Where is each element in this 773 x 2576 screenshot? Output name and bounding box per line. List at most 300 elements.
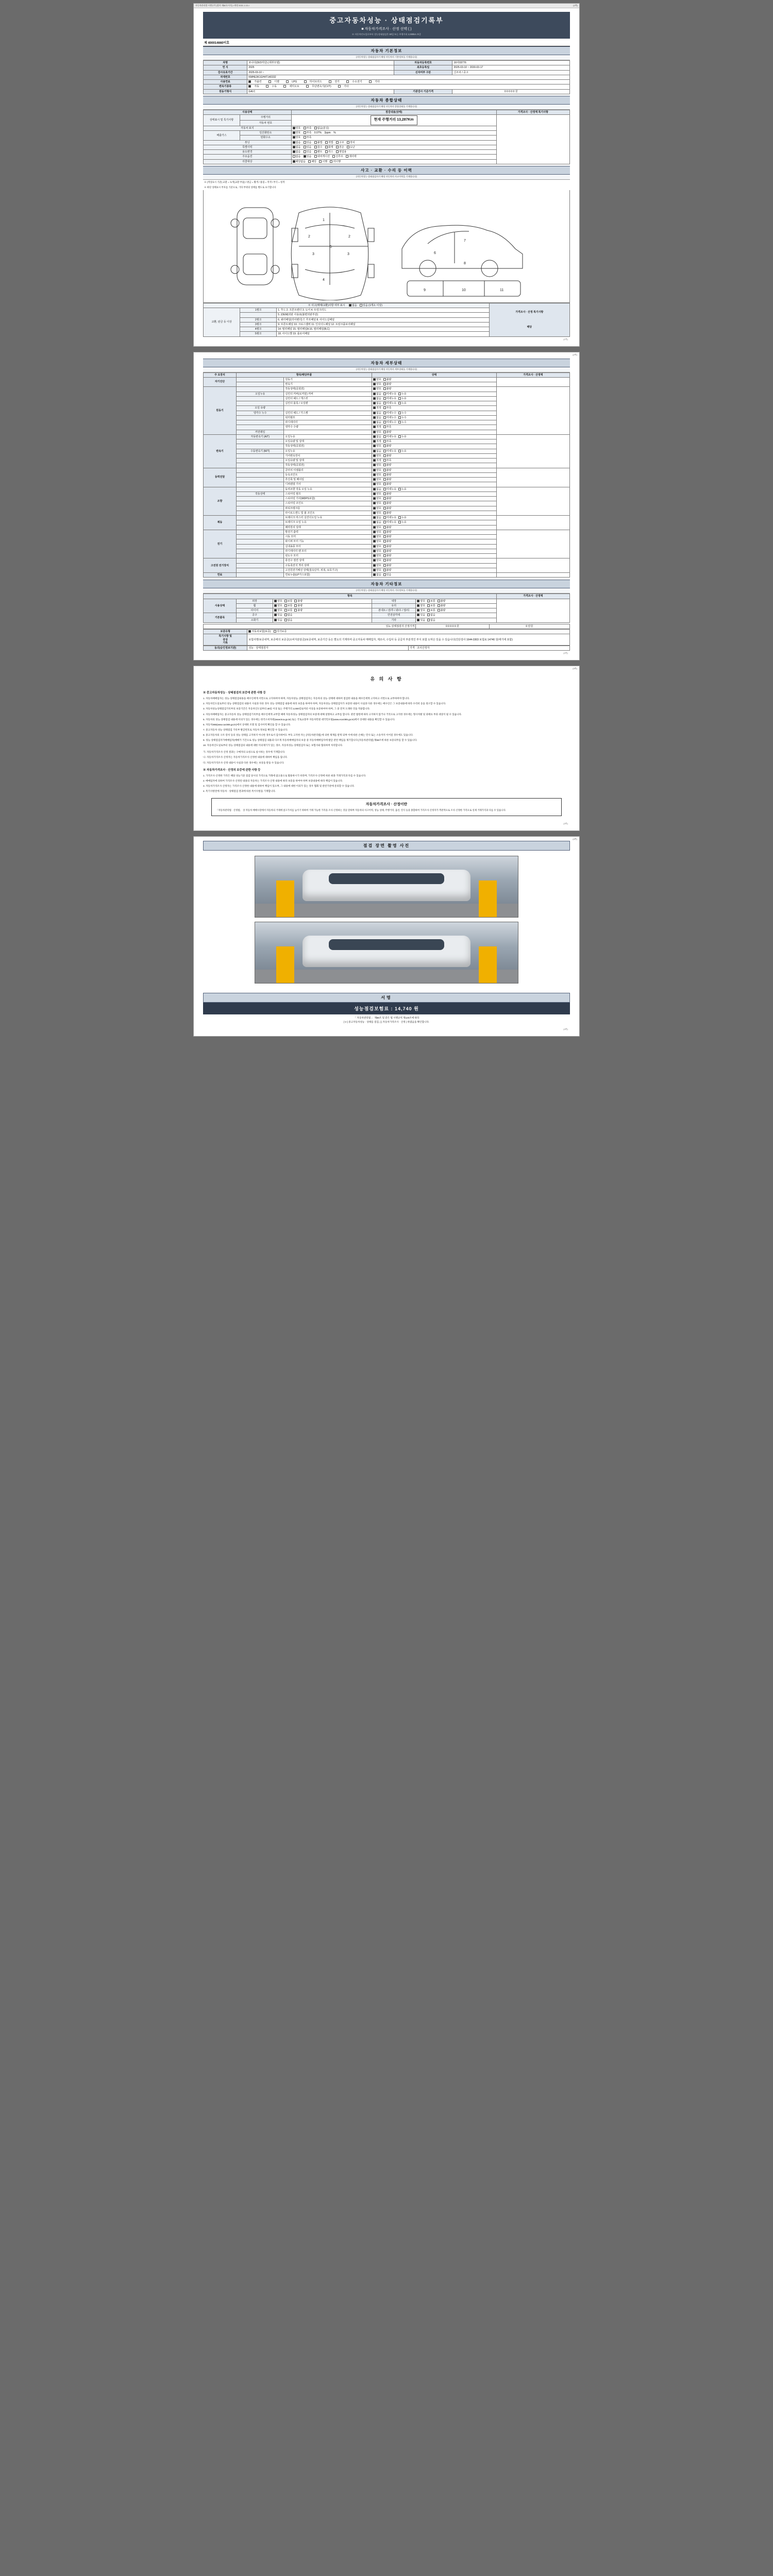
detail-opt-0[interactable]: 양호: [373, 540, 381, 543]
detail-state: [372, 382, 497, 387]
sig-performance: 성능 · 상태점검자: [247, 646, 409, 651]
svg-text:3: 3: [312, 252, 314, 256]
detail-opt-1[interactable]: 불량: [383, 531, 392, 534]
inspection-photo-1: [255, 856, 518, 918]
checkbox-icon: [373, 564, 376, 567]
detail-opt-0[interactable]: 양호: [373, 483, 381, 486]
detail-opt-2[interactable]: 누수: [398, 416, 407, 419]
checkbox-icon: [373, 550, 376, 552]
checkbox-icon: [427, 609, 430, 612]
other-opt-l-1[interactable]: 보통: [284, 609, 293, 612]
detail-opt-0[interactable]: 양호: [373, 445, 381, 448]
other-item-left: 타이어: [236, 608, 273, 613]
checkbox-icon: [383, 459, 386, 462]
detail-opt-1[interactable]: 불량: [383, 559, 392, 562]
other-opt-r-0[interactable]: 양호: [417, 600, 425, 603]
detail-item: 등속조인트: [284, 472, 372, 477]
detail-opt-1[interactable]: 불량: [383, 464, 392, 467]
detail-state: [372, 396, 497, 401]
other-opt-l-2[interactable]: 불량: [294, 600, 303, 603]
detail-status-table: [203, 372, 570, 578]
other-opt-l-0[interactable]: 양호: [274, 609, 282, 612]
detail-opt-1[interactable]: 불량: [383, 540, 392, 543]
accident-yes[interactable]: 있음 (1개소 이상): [360, 304, 382, 307]
detail-opt-0[interactable]: 적정: [373, 440, 381, 443]
detail-opt-1[interactable]: 불량: [383, 526, 392, 529]
detail-table-body: [204, 377, 570, 578]
other-opt-r-2[interactable]: 불량: [438, 604, 446, 607]
other-opt-r-0[interactable]: 있음: [417, 614, 425, 617]
detail-state: [372, 463, 497, 468]
document-title-block: [203, 12, 570, 39]
detail-price-note: [496, 387, 569, 435]
checkbox-icon: [383, 412, 386, 414]
page-number-1: (1쪽): [573, 4, 578, 7]
tx-auto[interactable]: 자동: [248, 85, 262, 88]
checkbox-icon: [383, 378, 386, 381]
fuel-hydrogen[interactable]: 수소전기: [346, 80, 365, 83]
table-row: [204, 558, 570, 563]
detail-opt-0[interactable]: 적정: [373, 426, 381, 429]
detail-opt-0[interactable]: 양호: [373, 497, 381, 500]
usage-rent[interactable]: 렌트: [314, 150, 323, 154]
special-yes[interactable]: 있음: [304, 146, 312, 149]
detail-opt-2[interactable]: 누유: [398, 435, 407, 438]
fuel-hybrid[interactable]: 하이브리드: [304, 80, 325, 83]
other-opt-r-1[interactable]: 보통: [427, 600, 435, 603]
section-other-title: 자동차 기타정보: [203, 580, 570, 588]
section-accident-title: 사고 · 교환 · 수리 등 이력: [203, 166, 570, 175]
other-opt-l-1[interactable]: 없음: [284, 614, 293, 617]
detail-item: 작동상태(공회전): [284, 444, 372, 449]
tuning-structure[interactable]: 구조: [336, 141, 344, 144]
serial-number: 제 400014660이호: [203, 39, 570, 46]
value-vin: KMHE3K1GH4T140332: [247, 75, 570, 79]
detail-opt-0[interactable]: 양호: [373, 493, 381, 496]
detail-opt-2[interactable]: 누유: [398, 516, 407, 519]
detail-opt-0[interactable]: 적정: [373, 459, 381, 462]
value-inspect-valid: 2025-03-10 ~: [247, 70, 394, 75]
detail-opt-0[interactable]: 양호: [373, 464, 381, 467]
other-opt-r-0[interactable]: 있음: [417, 619, 425, 622]
checkbox-icon: [373, 488, 376, 490]
legal-note-1: 「 자동차관리법 」 제58조 및 같은 법 시행규칙 제120조에 따라: [354, 1016, 419, 1019]
row-hc-opts: [291, 135, 496, 140]
detail-opt-0[interactable]: 양호: [373, 502, 381, 505]
detail-opt-0[interactable]: 양호: [373, 454, 381, 457]
detail-opt-0[interactable]: 양호: [373, 564, 381, 567]
detail-opt-1[interactable]: 미세누유: [383, 516, 396, 519]
page-1: [193, 3, 580, 347]
option-none[interactable]: 없음: [293, 155, 301, 158]
detail-part: [236, 415, 283, 420]
detail-state: [372, 453, 497, 458]
detail-opt-1[interactable]: 불량: [383, 473, 392, 477]
fuel-diesel[interactable]: 디젤: [268, 80, 282, 83]
detail-part: [236, 568, 283, 572]
notice-sub-2: ※ 자동차가격조사 · 산정의 보증에 관한 사항 등: [203, 768, 261, 772]
col-price-notes: 가격조사 · 산정액 특기사항: [496, 110, 569, 114]
table-header-row: [204, 594, 570, 599]
marking-good[interactable]: 양호: [293, 127, 301, 130]
notice-item: 3. 자동차성능상태점검기록부의 보증기간은 자동차인도일부터 30일 이상 또는 주행거리 2,000킬로미터 이상을 보증하여야 하며, 그 중 먼저 도래한 것을 적용합니다.: [203, 707, 371, 710]
detail-opt-0[interactable]: 없음: [373, 416, 381, 419]
signature-bar: 서명: [203, 993, 570, 1003]
fuel-gasoline[interactable]: 가솔린: [248, 80, 265, 83]
other-opt-r-1[interactable]: 없음: [427, 614, 435, 617]
detail-state: [372, 459, 497, 463]
row-recall-opts: [291, 159, 496, 164]
label-car-name: 차명: [204, 61, 247, 65]
tx-semiauto[interactable]: 세미오토: [283, 85, 302, 88]
marking-bad[interactable]: 부족: [304, 127, 312, 130]
tuning-legal[interactable]: 적법: [325, 141, 333, 144]
recall-done[interactable]: 이행: [319, 160, 327, 163]
detail-opt-1[interactable]: 미세누유: [383, 521, 396, 524]
checkbox-icon: [294, 609, 297, 612]
checkbox-icon: [373, 454, 376, 457]
checkbox-icon: [383, 483, 386, 485]
checkbox-icon: [373, 393, 376, 395]
page-number-4: (4쪽): [573, 837, 577, 840]
tuning-yes[interactable]: 있음: [304, 141, 312, 144]
svg-text:3: 3: [347, 252, 349, 256]
section-overall-title: 자동차 종합상태: [203, 96, 570, 105]
detail-opt-1[interactable]: 불량: [383, 478, 392, 481]
detail-opt-1[interactable]: 불량: [383, 378, 392, 381]
page-number-2: (2쪽): [573, 353, 577, 356]
detail-opt-1[interactable]: 불량: [383, 383, 392, 386]
detail-opt-2[interactable]: 누유: [398, 397, 407, 400]
usage-none[interactable]: 없음: [293, 150, 301, 154]
lift-post-left-icon: [276, 880, 295, 917]
notice-item: 2. 매매업자에 의하여 가격조사·산정된 내용의 자동차는 가격조사·산정 내용에 따라 보증을 하여야 하며 보증내용에 따라 책임이 있습니다.: [203, 779, 343, 782]
warranty-note-label: 특기사항 및 증상 기록: [204, 634, 247, 646]
detail-item: 실내송풍 모터: [284, 544, 372, 549]
checkbox-icon: [427, 614, 430, 616]
other-opt-l-0[interactable]: 있음: [274, 619, 282, 622]
detail-opt-1[interactable]: 불량: [383, 469, 392, 472]
detail-opt-0[interactable]: 양호: [373, 512, 381, 515]
hc-bad[interactable]: 부족: [304, 136, 312, 139]
detail-opt-1[interactable]: 불량: [383, 483, 392, 486]
detail-group-2: 변속기: [204, 434, 237, 468]
special-theft[interactable]: 도난: [347, 146, 355, 149]
checkbox-icon: [398, 435, 401, 438]
detail-opt-0[interactable]: 없음: [373, 397, 381, 400]
detail-opt-0[interactable]: 없음: [373, 435, 381, 438]
detail-state: [372, 492, 497, 496]
table-row: [204, 530, 570, 534]
detail-opt-0[interactable]: 없음: [373, 421, 381, 424]
notice-sub-1: ※ 중고자동차성능 · 상태점검의 보증에 관한 사항 등: [203, 691, 266, 695]
detail-opt-0[interactable]: 없음: [373, 450, 381, 453]
detail-opt-0[interactable]: 양호: [373, 431, 381, 434]
tx-manual[interactable]: 수동: [266, 85, 280, 88]
detail-opt-1[interactable]: 불량: [383, 497, 392, 500]
other-opt-r-2[interactable]: 불량: [438, 609, 446, 612]
detail-opt-1[interactable]: 불량: [383, 387, 392, 391]
row-car-marking-opts: [291, 126, 496, 130]
checkbox-icon: [373, 450, 376, 452]
page-3-footer: (3쪽): [563, 822, 568, 825]
value-first-reg: 2025-03-10 ~ 2030-03-17: [452, 65, 570, 70]
warranty-self[interactable]: 자가보증: [274, 630, 287, 633]
detail-item: 발전기 출력: [284, 530, 372, 534]
label-fuel: 사용연료: [204, 80, 247, 84]
detail-item: 윈도우 모터: [284, 554, 372, 558]
detail-item: 작동상태(공회전): [284, 387, 372, 392]
special-fire[interactable]: 화재: [325, 146, 333, 149]
detail-item: 라디에이터 팬 모터: [284, 549, 372, 553]
row-usage-opts: [291, 150, 496, 155]
detail-opt-0[interactable]: 양호: [373, 531, 381, 534]
detail-opt-2[interactable]: 누유: [398, 488, 407, 491]
checkbox-icon: [373, 512, 376, 514]
detail-opt-0[interactable]: 양호: [373, 545, 381, 548]
rank-1: 1랭크: [240, 308, 277, 313]
checkbox-icon: [383, 554, 386, 557]
co-good[interactable]: 양호: [293, 131, 301, 134]
other-item-right: 기타: [372, 618, 416, 622]
page-1-footer: (1쪽): [563, 337, 568, 341]
detail-opt-0[interactable]: 양호: [373, 387, 381, 391]
price-unit-note: 0 만원: [489, 624, 569, 629]
detail-item: 스티어링 기어(MDPS포함): [284, 497, 372, 501]
detail-opt-1[interactable]: 미세누유: [383, 393, 396, 396]
tx-cvt[interactable]: 무단변속기(CVT): [306, 85, 334, 88]
checkbox-icon: [383, 445, 386, 447]
detail-part: [236, 396, 283, 401]
special-totalloss[interactable]: 전손: [336, 146, 344, 149]
detail-opt-2[interactable]: 누유: [398, 521, 407, 524]
other-opt-l-0[interactable]: 있음: [274, 614, 282, 617]
detail-opt-1[interactable]: 부족: [383, 440, 392, 443]
warranty-insurance[interactable]: 자동차보험(보증): [248, 630, 271, 633]
detail-opt-0[interactable]: 양호: [373, 559, 381, 562]
detail-opt-2[interactable]: 누유: [398, 393, 407, 396]
detail-opt-1[interactable]: 미세누유: [383, 488, 396, 491]
detail-opt-2[interactable]: 누유: [398, 450, 407, 453]
detail-opt-0[interactable]: 양호: [373, 535, 381, 538]
detail-opt-0[interactable]: 없음: [373, 488, 381, 491]
detail-opt-1[interactable]: 미세누수: [383, 412, 396, 415]
col-other-price: 가격조사 · 산정액: [496, 594, 569, 599]
special-flood[interactable]: 침수: [314, 146, 323, 149]
detail-opt-1[interactable]: 불량: [383, 493, 392, 496]
detail-opt-0[interactable]: 양호: [373, 569, 381, 572]
accident-none[interactable]: 없음: [349, 304, 357, 307]
detail-opt-0[interactable]: 양호: [373, 550, 381, 553]
detail-opt-1[interactable]: 불량: [383, 569, 392, 572]
checkbox-icon: [383, 393, 386, 395]
checkbox-icon: [438, 600, 440, 602]
detail-opt-1[interactable]: 불량: [383, 545, 392, 548]
detail-opt-0[interactable]: 양호: [373, 554, 381, 557]
detail-opt-0[interactable]: 없음: [373, 402, 381, 405]
detail-opt-1[interactable]: 불량: [383, 454, 392, 457]
tuning-device[interactable]: 장치: [347, 141, 355, 144]
usage-lease[interactable]: 리스: [325, 150, 333, 154]
detail-opt-0[interactable]: 양호: [373, 478, 381, 481]
detail-state: [372, 563, 497, 568]
detail-state: [372, 573, 497, 578]
checkbox-icon: [274, 609, 277, 612]
col-detail-price: 가격조사 · 산정액: [496, 372, 569, 377]
detail-opt-1[interactable]: 불량: [383, 431, 392, 434]
checkbox-icon: [373, 521, 376, 523]
photo-car-window: [329, 939, 444, 950]
fuel-other[interactable]: 기타: [369, 80, 383, 83]
row-special-history: 특별이력: [204, 145, 292, 149]
detail-opt-1[interactable]: 불량: [383, 502, 392, 505]
detail-opt-0[interactable]: 없음: [373, 516, 381, 519]
value-transmission: [247, 84, 570, 89]
detail-state: [372, 511, 497, 515]
option-sunroof[interactable]: 선루프: [332, 155, 343, 158]
checkbox-icon: [383, 421, 386, 423]
page-title: 중고자동차성능 · 상태점검기록부: [329, 16, 444, 24]
detail-opt-1[interactable]: 불량: [383, 512, 392, 515]
hc-good[interactable]: 양호: [293, 136, 301, 139]
checkbox-icon: [274, 619, 277, 621]
detail-opt-1[interactable]: 불량: [383, 550, 392, 553]
detail-opt-1[interactable]: 미세누유: [383, 402, 396, 405]
checkbox-icon: [383, 406, 386, 409]
detail-state: [372, 520, 497, 525]
checkbox-icon: [373, 545, 376, 548]
form-topstrip: [194, 4, 579, 8]
detail-opt-2[interactable]: 누수: [398, 421, 407, 424]
detail-opt-0[interactable]: 적정: [373, 406, 381, 410]
usage-yes[interactable]: 있음: [304, 150, 312, 154]
detail-state: [372, 549, 497, 553]
section-basic-note: (자동차성능·상태점검자가 해당 자동차의 기본정보를 기재합니다): [203, 55, 570, 60]
checkbox-icon: [383, 521, 386, 523]
lift-post-right-icon: [479, 880, 497, 917]
checkbox-icon: [398, 450, 401, 452]
detail-opt-0[interactable]: 없음: [373, 521, 381, 524]
recall-notdone[interactable]: 미이행: [330, 160, 341, 163]
detail-opt-0[interactable]: 양호: [373, 507, 381, 510]
detail-opt-0[interactable]: 양호: [373, 526, 381, 529]
warranty-note: ※ 자동차인도일로부터 성능상태점검은 30일 또는 주행거리 2,000km 보증: [351, 33, 422, 36]
other-opt-l-1[interactable]: 보통: [284, 604, 293, 607]
other-opt-l-2[interactable]: 불량: [294, 604, 303, 607]
photos-title: 점검 장면 촬영 사진: [203, 841, 570, 851]
value-plate-no: 16어03776: [452, 61, 570, 65]
detail-opt-1[interactable]: 미세누수: [383, 421, 396, 424]
detail-opt-1[interactable]: 부족: [383, 459, 392, 462]
detail-opt-2[interactable]: 누유: [398, 402, 407, 405]
checkbox-icon: [373, 531, 376, 533]
detail-opt-1[interactable]: 불량: [383, 535, 392, 538]
other-opt-r-0[interactable]: 양호: [417, 604, 425, 607]
detail-opt-1[interactable]: 미세누유: [383, 450, 396, 453]
detail-part: [236, 573, 283, 578]
usage-commercial[interactable]: 영업용: [336, 150, 347, 154]
fuel-electric[interactable]: 전기: [329, 80, 343, 83]
option-navi[interactable]: 내비게이션: [314, 155, 330, 158]
tx-other[interactable]: 기타: [338, 85, 352, 88]
recall-na[interactable]: 해당없음: [293, 160, 306, 163]
detail-opt-0[interactable]: 없음: [373, 412, 381, 415]
detail-opt-0[interactable]: 없음: [373, 573, 381, 577]
detail-opt-0[interactable]: 양호: [373, 383, 381, 386]
marking-lost[interactable]: 없음(분실): [314, 127, 329, 130]
co-value: 0.07%: [314, 131, 322, 134]
col-use-state: 사용상태: [204, 110, 292, 114]
tuning-illegal[interactable]: 불법: [314, 141, 323, 144]
other-opt-l-0[interactable]: 양호: [274, 604, 282, 607]
option-yes[interactable]: 있음: [304, 155, 312, 158]
detail-opt-0[interactable]: 양호: [373, 473, 381, 477]
detail-part: 커먼레일: [236, 430, 283, 434]
other-opt-l-1[interactable]: 보통: [284, 600, 293, 603]
notice-item: 1. 가격조사·산정한 가격은 해당 성능기준 점검 당시의 가격으로 거래에 참고용으로 활용하시기 바라며, 가격조사·산정에 따른 최종 거래가격과 다를 수 있습니다.: [203, 774, 366, 777]
detail-opt-1[interactable]: 있음: [383, 573, 392, 577]
recall-yes[interactable]: 해당: [308, 160, 316, 163]
svg-text:11: 11: [500, 288, 504, 292]
detail-opt-1[interactable]: 부족: [383, 426, 392, 429]
detail-item: 실린더 헤드 / 개스킷: [284, 396, 372, 401]
checkbox-icon: [383, 526, 386, 529]
detail-opt-1[interactable]: 불량: [383, 564, 392, 567]
detail-opt-1[interactable]: 불량: [383, 445, 392, 448]
checkbox-icon: [383, 502, 386, 504]
other-opt-l-0[interactable]: 양호: [274, 600, 282, 603]
checkbox-icon: [373, 507, 376, 510]
signature-table: [203, 646, 570, 651]
checkbox-icon: [373, 378, 376, 381]
other-opt-l-2[interactable]: 불량: [294, 609, 303, 612]
detail-opt-1[interactable]: 미세누유: [383, 397, 396, 400]
photo-car-window: [329, 873, 444, 884]
other-opt-r-1[interactable]: 보통: [427, 604, 435, 607]
detail-part: [236, 554, 283, 558]
tuning-none[interactable]: 없음: [293, 141, 301, 144]
table-row: [204, 115, 570, 121]
detail-opt-0[interactable]: 없음: [373, 393, 381, 396]
detail-opt-0[interactable]: 양호: [373, 469, 381, 472]
other-opt-r-1[interactable]: 보통: [427, 609, 435, 612]
detail-state: [372, 472, 497, 477]
detail-state: [372, 482, 497, 487]
detail-opt-1[interactable]: 미세누수: [383, 416, 396, 419]
other-item-left: 공구: [236, 613, 273, 618]
other-opt-l-1[interactable]: 없음: [284, 619, 293, 622]
detail-opt-1[interactable]: 불량: [383, 507, 392, 510]
fuel-lpg[interactable]: LPG: [286, 80, 300, 83]
other-item-left: 소화기: [236, 618, 273, 622]
detail-opt-1[interactable]: 부족: [383, 406, 392, 410]
option-airbag[interactable]: 에어백: [346, 155, 357, 158]
detail-opt-1[interactable]: 불량: [383, 554, 392, 557]
checkbox-icon: [373, 416, 376, 419]
detail-opt-1[interactable]: 미세누유: [383, 435, 396, 438]
detail-opt-0[interactable]: 양호: [373, 378, 381, 381]
accident-guide-2: ※ 하단 상태표시 부호를 기준으로, 기타 부위의 상태를 별도로 표기합니다: [204, 185, 276, 189]
other-opt-r-2[interactable]: 불량: [438, 600, 446, 603]
co-bad[interactable]: 부족: [304, 131, 312, 134]
detail-item: 브레이크 오일 누유: [284, 520, 372, 525]
other-opt-r-1[interactable]: 없음: [427, 619, 435, 622]
other-opt-r-0[interactable]: 양호: [417, 609, 425, 612]
checkbox-icon: [373, 402, 376, 404]
detail-state: [372, 377, 497, 382]
special-none[interactable]: 없음: [293, 146, 301, 149]
detail-opt-2[interactable]: 누수: [398, 412, 407, 415]
